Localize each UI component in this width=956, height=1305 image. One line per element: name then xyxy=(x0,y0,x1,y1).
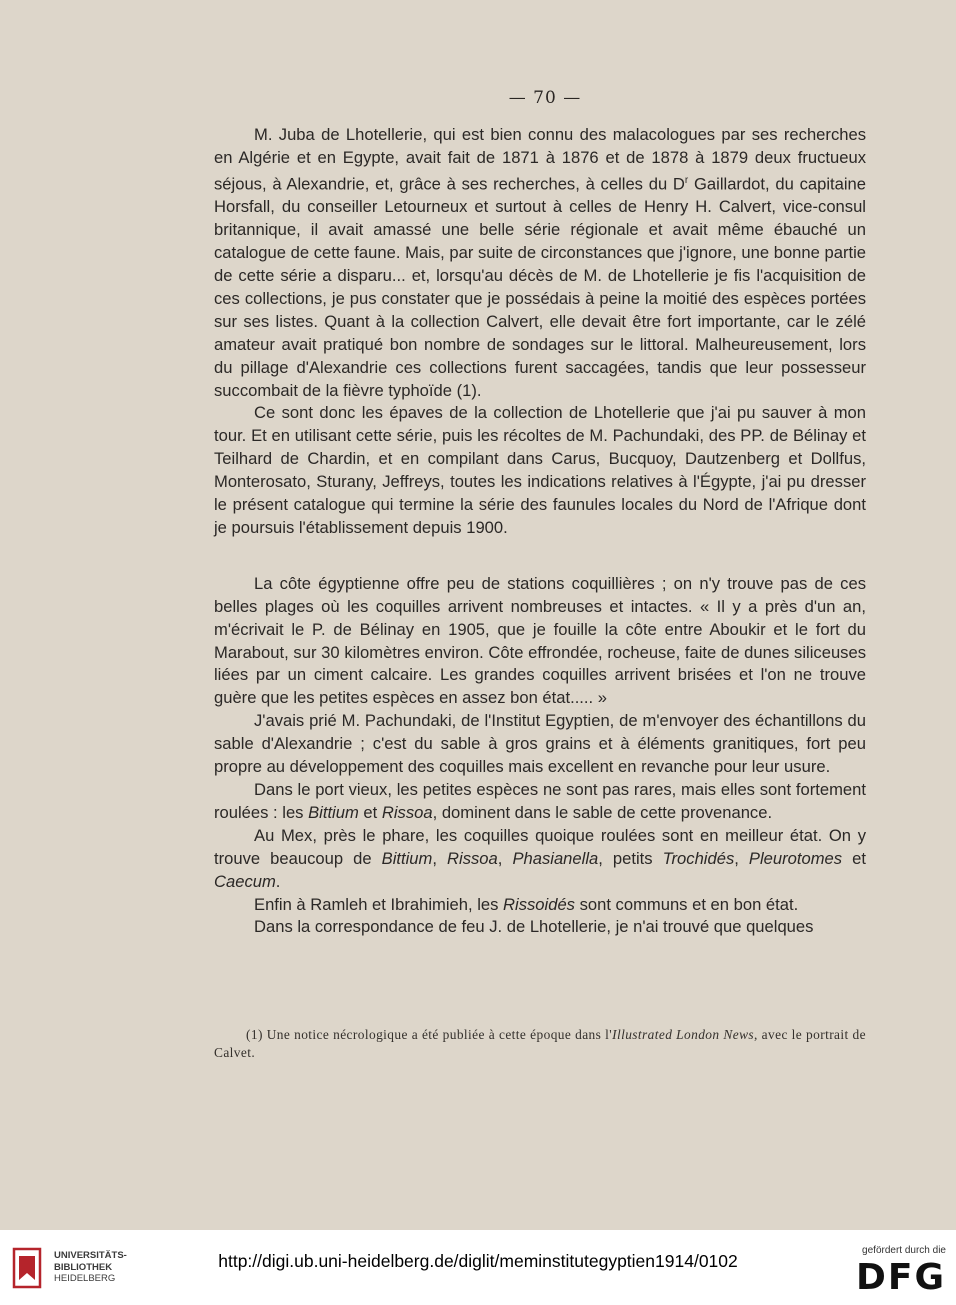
p6-taxon-trochides: Trochidés xyxy=(662,848,735,868)
p7-text-c: sont communs et en bon état. xyxy=(574,894,799,914)
p7-text-a: Enfin à Ramleh et Ibrahimieh, les xyxy=(254,894,504,914)
p6-taxon-phasianella: Phasianella xyxy=(512,848,599,868)
permalink-url[interactable]: http://digi.ub.uni-heidelberg.de/diglit/meminstitutegyptien1914/0102 xyxy=(218,1251,738,1271)
p6-taxon-rissoa: Rissoa xyxy=(447,848,498,868)
p5-text-a: Dans le port vieux, les petites espèces ne sont pas rares, mais elles sont fortement roulées : les xyxy=(214,780,866,822)
paragraph-7 xyxy=(214,894,866,917)
paragraph-8: Dans la correspondance de feu J. de Lhotellerie, je n'ai trouvé que quelques xyxy=(254,917,814,937)
p6-text-g: , petits xyxy=(598,848,663,868)
paragraph-2: Ce sont donc les épaves de la collection de Lhotellerie que j'ai pu sauver à mon tour. Et en utilisant cette série, puis les récoltes de M. Pachundaki, des PP. de Bélinay et Teilhard de Chardin, et en compilant dans Carus, Bucquoy, Dautzenberg et Dollfus, Monterosato, Sturany, Jeffreys, toutes les indications relatives à l'Égypte, j'ai pu dresser le présent catalogue qui termine la série des faunules locales du Nord de l'Afrique dont je poursuis l'établissement depuis 1900. xyxy=(214,403,866,537)
p6-taxon-pleurotomes: Pleurotomes xyxy=(748,848,843,868)
paragraph-1-superscript: r xyxy=(684,174,689,186)
university-library-name xyxy=(54,1250,127,1285)
footnote-text xyxy=(214,1026,866,1062)
p6-taxon-caecum: Caecum xyxy=(214,871,276,891)
footnote-text-c: , avec le portrait de Calvet. xyxy=(214,1027,866,1060)
p5-taxon-bittium: Bittium xyxy=(308,802,359,822)
paragraph-1-text-a: M. Juba de Lhotellerie, qui est bien connu des malacologues par ses recherches en Algérie et en Egypte, avait fait de 1871 à 1876 et de 1878 à 1879 deux fructueux séjous, à Alexandrie, et, grâce à ses recherches, à celles du D xyxy=(214,125,866,194)
library-name-line-2: BIBLIOTHEK xyxy=(54,1261,113,1273)
p5-text-e: , dominent dans le sable de cette provenance. xyxy=(432,802,773,822)
paragraph-4: J'avais prié M. Pachundaki, de l'Institut Egyptien, de m'envoyer des échantillons du sable d'Alexandrie ; c'est du sable à gros grains et à éléments granitiques, fort peu propre au développement des coquilles mais excellent en revanche pour leur usure. xyxy=(214,711,866,777)
paragraph-1-text-b: Gaillardot, du capitaine Horsfall, du conseiller Letourneux et surtout à celles de Henry H. Calvert, vice-consul britannique, il avait amassé une belle série régionale et avait même ébauché un catalogue de cette faune. Mais, par suite de circonstances que j'ignore, une bonne partie de cette série a disparu... et, lorsqu'au décès de M. de Lhotellerie je fis l'acquisition de ces collections, je pus constater que je possédais à peine la moitié des espèces portées sur ses listes. Quant à la collection Calvert, elle devait être fort importante, car le zélé amateur avait pratiqué bon nombre de sondages sur le littoral. Malheureusement, lors du pillage d'Alexandrie ces collections furent saccagées, tandis que leur possesseur succombait de la fièvre typhoïde (1). xyxy=(214,174,866,400)
p6-text-a: Au Mex, près le phare, les coquilles quoique roulées sont en meilleur état. On y trouve beaucoup de xyxy=(214,825,866,868)
footnote xyxy=(214,1026,866,1062)
p6-taxon-bittium: Bittium xyxy=(381,848,433,868)
university-library-logo-icon xyxy=(12,1247,42,1289)
p5-text-c: et xyxy=(358,802,382,822)
dfg-logo: DFG xyxy=(855,1257,946,1298)
footnote-text-a: (1) Une notice nécrologique a été publiée à cette époque dans l' xyxy=(246,1027,613,1042)
paragraph-1 xyxy=(214,124,866,402)
page-number: — 70 — xyxy=(508,88,582,108)
p6-text-m: . xyxy=(275,871,281,891)
p6-text-i: , xyxy=(734,848,749,868)
library-name-line-1: UNIVERSITÄTS- xyxy=(54,1250,127,1261)
paragraph-3: La côte égyptienne offre peu de stations coquillières ; on n'y trouve pas de ces belles plages où les coquilles arrivent nombreuses et intactes. « Il y a près d'un an, m'écrivait le P. de Bélinay en 1905, que je fouille la côte entre Aboukir et le fort du Marabout, sur 30 kilomètres environ. Côte effrondée, rocheuse, faite de dunes siliceuses liées par un ciment calcaire. Les grandes coquilles arrivent brisées et l'on ne trouve guère que les petites espèces en assez bon état..... » xyxy=(214,573,866,708)
library-name-line-3: HEIDELBERG xyxy=(54,1273,116,1284)
p7-taxon-rissoides: Rissoidés xyxy=(503,894,575,914)
p6-text-k: et xyxy=(842,848,866,868)
paragraph-6 xyxy=(214,825,866,894)
p6-text-e: , xyxy=(497,848,513,868)
p5-taxon-rissoa: Rissoa xyxy=(381,802,433,822)
body-text xyxy=(214,124,866,939)
footnote-title: Illustrated London News xyxy=(612,1027,755,1042)
funding-note: gefördert durch die xyxy=(862,1245,946,1256)
p6-text-c: , xyxy=(432,848,448,868)
paragraph-5 xyxy=(214,779,866,825)
